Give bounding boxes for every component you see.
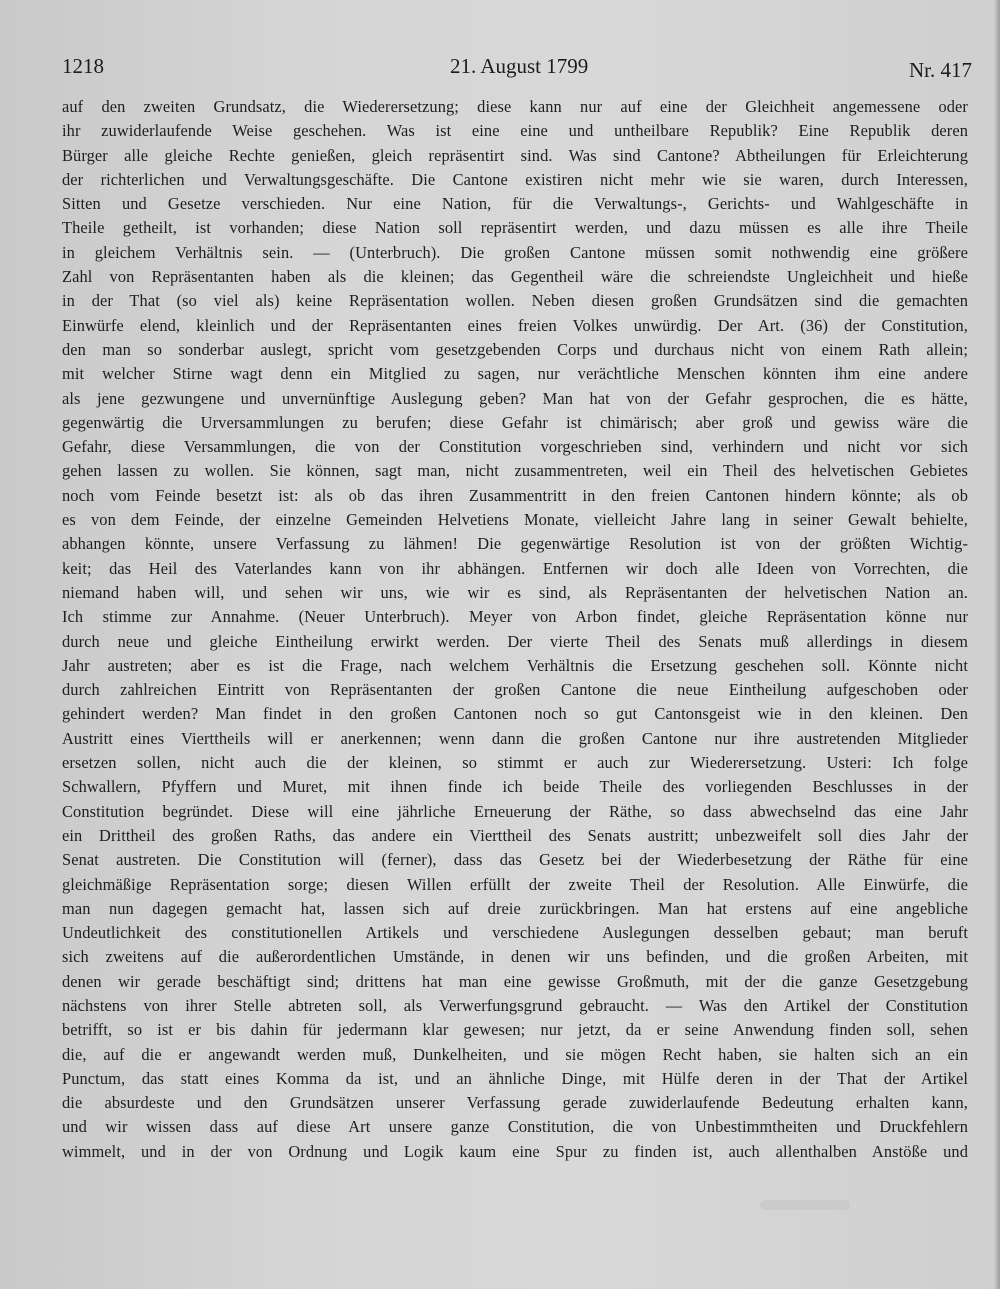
text-line: die, auf die er angewandt werden muß, Dunkelheiten, und sie mögen Recht haben, sie halten sich an ein <box>62 1044 968 1064</box>
text-line: ein Drittheil des großen Raths, das andere ein Vierttheil des Senats austritt; unbezweifelt soll dies Jahr der <box>62 825 968 845</box>
page-edge-shadow <box>994 0 1000 1289</box>
text-line: noch vom Feinde besetzt ist: als ob das ihren Zusammentritt in den freien Cantonen hindern könnte; als ob <box>62 485 968 505</box>
text-line: gehindert werden? Man findet in den großen Cantonen noch so gut Cantonsgeist wie in den kleinen. Den <box>62 704 968 724</box>
text-line: denen wir gerade beschäftigt sind; drittens hat man eine gewisse Großmuth, mit der die ganze Gesetzgebung <box>62 971 968 991</box>
text-line: durch zahlreichen Eintritt von Repräsentanten der großen Cantone die neue Eintheilung aufgeschoben oder <box>62 680 968 700</box>
text-line: Constitution begründet. Diese will eine jährliche Erneuerung der Räthe, so dass abwechselnd das eine Jahr <box>62 801 968 821</box>
text-line: die absurdeste und den Grundsätzen unserer Verfassung gerade zuwiderlaufende Bedeutung erhalten kann, <box>62 1093 968 1113</box>
text-line: wimmelt, und in der von Ordnung und Logik kaum eine Spur zu finden ist, auch allenthalben Anstöße und <box>62 1141 968 1161</box>
text-line: in gleichem Verhältnis sein. — (Unterbruch). Die großen Cantone müssen somit nothwendig eine größere <box>62 242 968 262</box>
text-line: niemand haben will, und sehen wir uns, wie wir es sind, als Repräsentanten der helvetischen Nation an. <box>62 582 968 602</box>
text-line: Jahr austreten; aber es ist die Frage, nach welchem Verhältnis die Ersetzung geschehen soll. Könnte nicht <box>62 655 968 675</box>
text-line: Sitten und Gesetze verschieden. Nur eine Nation, für die Verwaltungs-, Gerichts- und Wahlgeschäfte in <box>62 194 968 214</box>
text-line: Ich stimme zur Annahme. (Neuer Unterbruch). Meyer von Arbon findet, gleiche Repräsentation könne nur <box>62 607 968 627</box>
text-line: Zahl von Repräsentanten haben als die kleinen; das Gegentheil wäre die schreiendste Ungleichheit und hieße <box>62 267 968 287</box>
text-line: gehen lassen zu wollen. Sie können, sagt man, nicht zusammentreten, weil ein Theil des helvetischen Gebietes <box>62 461 968 481</box>
text-line: betrifft, so ist er bis dahin für jedermann klar gewesen; nur jetzt, da er seine Anwendung finden soll, sehen <box>62 1020 968 1040</box>
text-line: der richterlichen und Verwaltungsgeschäfte. Die Cantone existiren nicht mehr wie sie waren, durch Interessen, <box>62 169 968 189</box>
text-line: Bürger alle gleiche Rechte genießen, gleich repräsentirt sind. Was sind Cantone? Abtheilungen für Erleichterung <box>62 145 968 165</box>
text-line: Punctum, das statt eines Komma da ist, und an ähnliche Dinge, mit Hülfe deren in der That der Artikel <box>62 1068 968 1088</box>
text-line: Theile getheilt, ist vorhanden; diese Nation soll repräsentirt werden, und dazu müssen es alle ihre Theile <box>62 218 968 238</box>
page-number: 1218 <box>62 54 104 78</box>
text-line: und wir wissen dass auf diese Art unsere ganze Constitution, die von Unbestimmtheiten und Druckfehlern <box>62 1117 968 1137</box>
text-line: gegenwärtig die Urversammlungen zu berufen; diese Gefahr ist chimärisch; aber groß und gewiss wäre die <box>62 412 968 432</box>
text-line: Austritt eines Vierttheils will er anerkennen; wenn dann die großen Cantone nur ihre austretenden Mitglieder <box>62 728 968 748</box>
text-line: ihr zuwiderlaufende Weise geschehen. Was ist eine eine und untheilbare Republik? Eine Republik deren <box>62 121 968 141</box>
text-line: in der That (so viel als) keine Repräsentation wollen. Neben diesen großen Grundsätzen sind die gemachten <box>62 291 968 311</box>
text-line: nächstens von ihrer Stelle abtreten soll, als Verwerfungsgrund gebraucht. — Was den Artikel der Constitution <box>62 995 968 1015</box>
body-text <box>62 95 968 1164</box>
text-line: man nun dagegen gemacht hat, lassen sich auf dreie zurückbringen. Man hat erstens auf eine angebliche <box>62 898 968 918</box>
text-line: durch neue und gleiche Eintheilung erwirkt werden. Der vierte Theil des Senats muß allerdings in diesem <box>62 631 968 651</box>
text-line: Undeutlichkeit des constitutionellen Artikels und verschiedene Auslegungen desselben gebaut; man beruft <box>62 923 968 943</box>
issue-number: Nr. 417 <box>909 58 972 82</box>
running-header <box>62 54 972 86</box>
text-line: Gefahr, diese Versammlungen, die von der Constitution vorgeschrieben sind, verhindern und nicht vor sich <box>62 437 968 457</box>
text-line: mit welcher Stirne wagt denn ein Mitglied zu sagen, nur verächtliche Menschen könnten ihm eine andere <box>62 364 968 384</box>
text-line: sich zweitens auf die außerordentlichen Umstände, in denen wir uns befinden, und die großen Arbeiten, mit <box>62 947 968 967</box>
text-line: als jene gezwungene und unvernünftige Auslegung geben? Man hat von der Gefahr gesprochen, die es hätte, <box>62 388 968 408</box>
text-line: keit; das Heil des Vaterlandes kann von ihr abhängen. Entfernen wir doch alle Ideen von Vorrechten, die <box>62 558 968 578</box>
text-line: den man so sonderbar auslegt, spricht vom gesetzgebenden Corps und durchaus nicht von einem Rath allein; <box>62 339 968 359</box>
bleed-through-smudge <box>760 1200 850 1210</box>
text-line: ersetzen sollen, nicht auch die der kleinen, so stimmt er auch zur Wiederersetzung. Usteri: Ich folge <box>62 753 968 773</box>
header-date: 21. August 1799 <box>450 54 589 78</box>
text-line: Senat austreten. Die Constitution will (ferner), dass das Gesetz bei der Wiederbesetzung der Räthe für eine <box>62 850 968 870</box>
text-line: Einwürfe elend, kleinlich und der Repräsentanten eines freien Volkes unwürdig. Der Art. (36) der Constitution, <box>62 315 968 335</box>
text-line: gleichmäßige Repräsentation sorge; diesen Willen erfüllt der zweite Theil der Resolution. Alle Einwürfe, die <box>62 874 968 894</box>
text-line: Schwallern, Pfyffern und Muret, mit ihnen finde ich beide Theile des vorliegenden Beschlusses in der <box>62 777 968 797</box>
text-line: es von dem Feinde, der einzelne Gemeinden Helvetiens Monate, vielleicht Jahre lang in seiner Gewalt behielte, <box>62 510 968 530</box>
text-line: auf den zweiten Grundsatz, die Wiederersetzung; diese kann nur auf eine der Gleichheit angemessene oder <box>62 97 968 116</box>
text-line: abhangen könnte, unsere Verfassung zu lähmen! Die gegenwärtige Resolution ist von der größten Wichtig- <box>62 534 968 554</box>
